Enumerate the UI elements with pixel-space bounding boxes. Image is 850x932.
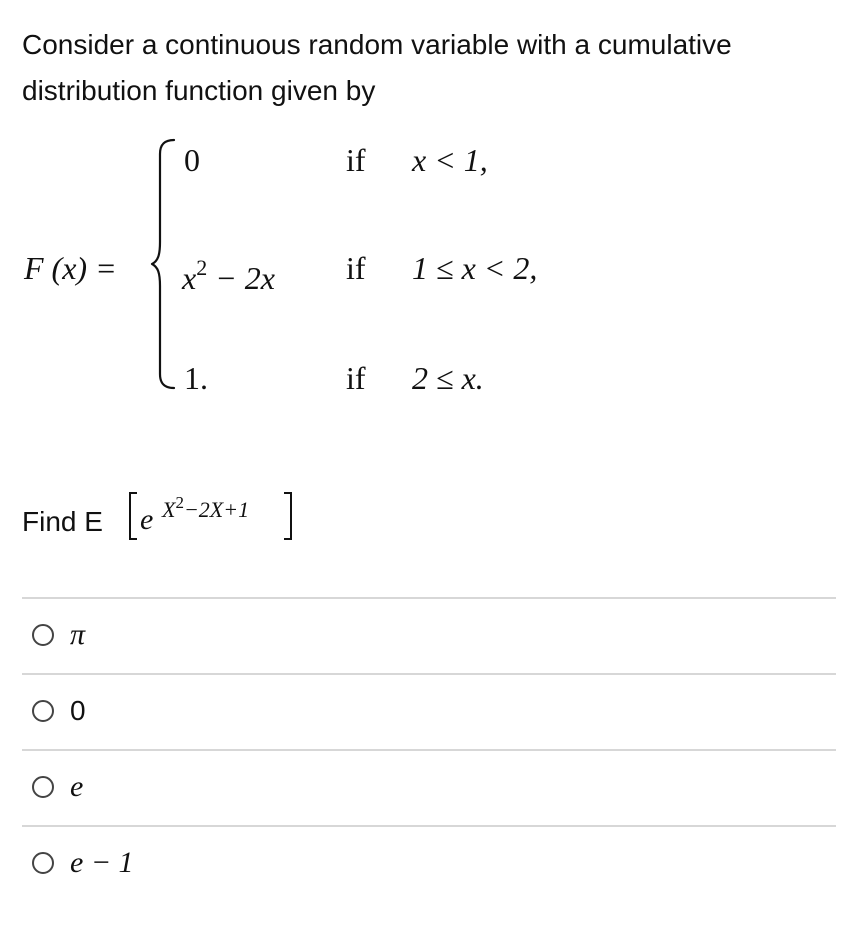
left-bracket [126,490,140,542]
answer-divider-1 [22,673,836,675]
case-2-variable: x [182,260,197,296]
answer-divider-2 [22,749,836,751]
answer-option-zero[interactable] [22,676,836,750]
exponent-power: 2 [175,493,184,512]
answer-option-e[interactable] [22,752,836,826]
radio-button-e-minus-one[interactable] [32,852,54,874]
radio-button-e[interactable] [32,776,54,798]
answer-option-e-minus-one[interactable] [22,828,836,902]
expectation-exponent [162,490,249,523]
answer-option-pi[interactable] [22,600,836,674]
radio-button-pi[interactable] [32,624,54,646]
piecewise-brace [150,138,180,390]
exponent-tail: −2X+1 [183,497,250,522]
function-label [24,248,117,288]
question-prompt: Consider a continuous random variable with a cumulative distribution function given by [22,29,732,106]
case-3-keyword: if [346,360,366,396]
answer-divider-3 [22,825,836,827]
answer-label-zero[interactable]: 0 [70,695,86,726]
find-expected-prefix: Find E [22,506,103,537]
case-2-tail: − 2x [207,260,275,296]
piecewise-brace-path [152,140,174,388]
radio-button-zero[interactable] [32,700,54,722]
case-3-expression: 1. [184,360,208,396]
case-1-condition: x < 1, [412,142,488,178]
answer-label-e[interactable]: e [70,770,84,803]
case-2-condition: 1 ≤ x < 2, [412,250,538,286]
answer-label-e-minus-one[interactable]: e − 1 [70,846,134,879]
function-label-text: F (x) = [24,250,117,286]
case-2-power: 2 [196,255,208,280]
right-bracket-path [284,493,291,539]
left-bracket-path [130,493,137,539]
case-1-keyword: if [346,142,366,178]
case-2-expression [182,248,275,298]
exponent-variable: X [162,497,176,522]
answer-divider-top [22,597,836,599]
answer-label-pi[interactable]: π [70,618,86,651]
expectation-base: e [140,503,154,536]
case-1-expression: 0 [184,142,200,178]
expected-value-line [22,490,422,560]
case-2-keyword: if [346,250,366,286]
right-bracket [281,490,295,542]
case-3-condition: 2 ≤ x. [412,360,484,396]
